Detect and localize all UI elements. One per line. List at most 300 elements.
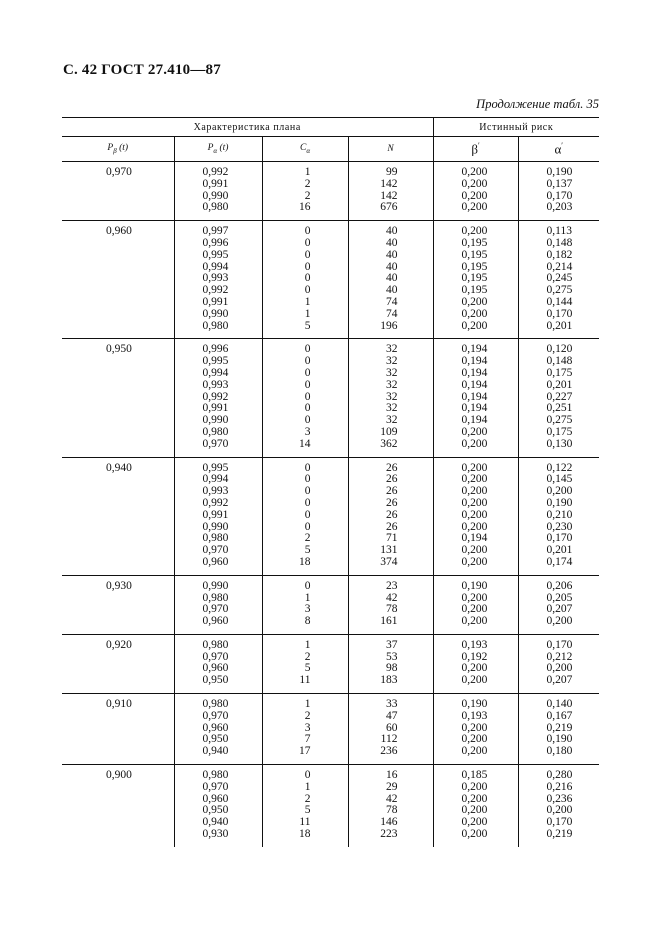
cell-value: 0,194: [461, 355, 488, 368]
cell-value: 0,950: [202, 674, 229, 687]
cell-value: 32: [386, 390, 398, 403]
cell-value: 71: [386, 532, 398, 545]
column-header-beta: β′: [433, 137, 518, 162]
cell-value: 0,193: [461, 638, 488, 651]
cell-value: 0,275: [546, 284, 573, 297]
cell-value: 32: [386, 366, 398, 379]
risk-table: [62, 117, 599, 847]
table-row: [62, 575, 599, 634]
cell-value: 109: [380, 425, 398, 438]
cell-value: 0,980: [202, 698, 229, 711]
cell-value: 74: [386, 295, 398, 308]
n-cell: [348, 339, 433, 457]
cell-value: 0,995: [202, 461, 229, 474]
cell-value: 8: [304, 615, 311, 628]
ca-cell: [262, 457, 348, 575]
cell-value: 3: [304, 425, 311, 438]
cell-value: 0,170: [546, 189, 573, 202]
group-header-plan: Характеристика плана: [62, 118, 433, 137]
cell-value: 0,970: [202, 780, 229, 793]
cell-value: 0,194: [461, 366, 488, 379]
cell-value: 99: [386, 166, 398, 178]
cell-value: 0,991: [202, 508, 229, 521]
n-cell: [348, 162, 433, 221]
cell-value: 0,940: [202, 816, 229, 829]
cell-value: 0: [304, 378, 311, 391]
cell-value: 0,206: [546, 579, 573, 592]
n-cell: [348, 694, 433, 765]
ca-cell: [262, 694, 348, 765]
cell-value: 0,190: [546, 733, 573, 746]
cell-value: 0,170: [546, 638, 573, 651]
cell-value: 18: [299, 555, 311, 568]
cell-value: 0,970: [202, 709, 229, 722]
cell-value: 0,216: [546, 780, 573, 793]
cell-value: 676: [380, 201, 398, 214]
cell-value: 0,194: [461, 378, 488, 391]
cell-value: 0,201: [546, 544, 573, 557]
beta-cell: [433, 765, 518, 847]
cell-value: 2: [304, 177, 311, 190]
cell-value: 0,145: [546, 473, 573, 486]
cell-value: 23: [386, 579, 398, 592]
cell-value: 0,144: [546, 295, 573, 308]
cell-value: 0,991: [202, 177, 229, 190]
cell-value: 0,950: [106, 343, 132, 356]
pa-cell: [174, 575, 262, 634]
cell-value: 60: [386, 721, 398, 734]
cell-value: 0,192: [461, 650, 488, 663]
table-row-group: [62, 634, 599, 693]
cell-value: 0,200: [461, 437, 488, 450]
cell-value: 0,195: [461, 260, 488, 273]
cell-value: 1: [304, 307, 311, 320]
cell-value: 0,190: [546, 166, 573, 178]
table-row-group: [62, 162, 599, 221]
pb-cell: [62, 765, 174, 847]
ca-cell: [262, 339, 348, 457]
cell-value: 42: [386, 792, 398, 805]
cell-value: 0,990: [202, 307, 229, 320]
beta-cell: [433, 162, 518, 221]
cell-value: 0,200: [461, 485, 488, 498]
cell-value: 74: [386, 307, 398, 320]
table-row-group: [62, 575, 599, 634]
table-row-group: [62, 765, 599, 847]
cell-value: 0,122: [546, 461, 573, 474]
table-row-group: [62, 221, 599, 339]
cell-value: 0,195: [461, 284, 488, 297]
n-cell: [348, 765, 433, 847]
ca-cell: [262, 575, 348, 634]
cell-value: 2: [304, 792, 311, 805]
cell-value: 0,182: [546, 248, 573, 261]
cell-value: 0: [304, 284, 311, 297]
cell-value: 0,207: [546, 603, 573, 616]
cell-value: 0,200: [461, 555, 488, 568]
cell-value: 0,200: [461, 745, 488, 758]
cell-value: 26: [386, 508, 398, 521]
cell-value: 0,200: [461, 225, 488, 238]
cell-value: 0,950: [202, 804, 229, 817]
pa-cell: [174, 457, 262, 575]
cell-value: 0,990: [202, 414, 229, 427]
cell-value: 0,251: [546, 402, 573, 415]
cell-value: 26: [386, 473, 398, 486]
cell-value: 161: [380, 615, 398, 628]
cell-value: 0,175: [546, 366, 573, 379]
cell-value: 0,200: [461, 189, 488, 202]
cell-value: 40: [386, 284, 398, 297]
cell-value: 0: [304, 236, 311, 249]
cell-value: 0: [304, 272, 311, 285]
cell-value: 40: [386, 248, 398, 261]
cell-value: 0,195: [461, 248, 488, 261]
cell-value: 16: [299, 201, 311, 214]
cell-value: 2: [304, 189, 311, 202]
cell-value: 0,113: [546, 225, 572, 238]
column-header-n: N: [348, 137, 433, 162]
alpha-cell: [518, 339, 599, 457]
cell-value: 0,200: [461, 319, 488, 332]
cell-value: 0,995: [202, 248, 229, 261]
cell-value: 0,214: [546, 260, 573, 273]
cell-value: 183: [380, 674, 398, 687]
cell-value: 32: [386, 355, 398, 368]
cell-value: 0,991: [202, 295, 229, 308]
cell-value: 0,980: [202, 769, 229, 782]
cell-value: 0,200: [546, 615, 573, 628]
cell-value: 0,194: [461, 390, 488, 403]
beta-cell: [433, 694, 518, 765]
pa-cell: [174, 634, 262, 693]
table-continuation-label: Продолжение табл. 35: [476, 97, 599, 111]
cell-value: 98: [386, 662, 398, 675]
table-row: [62, 339, 599, 457]
cell-value: 47: [386, 709, 398, 722]
cell-value: 142: [380, 189, 398, 202]
table-row-group: [62, 339, 599, 457]
cell-value: 0,960: [202, 615, 229, 628]
cell-value: 0,194: [461, 414, 488, 427]
cell-value: 2: [304, 532, 311, 545]
cell-value: 14: [299, 437, 311, 450]
cell-value: 40: [386, 272, 398, 285]
cell-value: 0: [304, 402, 311, 415]
cell-value: 0,920: [106, 638, 132, 651]
cell-value: 3: [304, 721, 311, 734]
cell-value: 11: [299, 816, 311, 829]
ca-cell: [262, 634, 348, 693]
cell-value: 0,210: [546, 508, 573, 521]
cell-value: 0,120: [546, 343, 573, 356]
cell-value: 1: [304, 780, 311, 793]
cell-value: 112: [380, 733, 398, 746]
cell-value: 0: [304, 248, 311, 261]
cell-value: 0: [304, 414, 311, 427]
n-cell: [348, 634, 433, 693]
cell-value: 0: [304, 473, 311, 486]
cell-value: 0,930: [202, 828, 229, 841]
cell-value: 3: [304, 603, 311, 616]
cell-value: 32: [386, 402, 398, 415]
cell-value: 0,960: [202, 662, 229, 675]
pb-cell: [62, 162, 174, 221]
cell-value: 0: [304, 769, 311, 782]
group-header-true-risk: Истинный риск: [433, 118, 599, 137]
cell-value: 0,195: [461, 272, 488, 285]
cell-value: 0,194: [461, 402, 488, 415]
cell-value: 0,940: [202, 745, 229, 758]
alpha-cell: [518, 634, 599, 693]
cell-value: 0,227: [546, 390, 573, 403]
cell-value: 0,148: [546, 355, 573, 368]
cell-value: 0,994: [202, 260, 229, 273]
pb-cell: [62, 575, 174, 634]
cell-value: 0,203: [546, 201, 573, 214]
cell-value: 0: [304, 485, 311, 498]
cell-value: 0: [304, 225, 311, 238]
cell-value: 11: [299, 674, 311, 687]
alpha-cell: [518, 221, 599, 339]
pa-cell: [174, 162, 262, 221]
cell-value: 0,200: [461, 496, 488, 509]
cell-value: 0,200: [461, 201, 488, 214]
cell-value: 0,980: [202, 532, 229, 545]
cell-value: 0,201: [546, 319, 573, 332]
cell-value: 1: [304, 638, 311, 651]
cell-value: 0,970: [202, 603, 229, 616]
cell-value: 40: [386, 225, 398, 238]
cell-value: 0: [304, 355, 311, 368]
pa-cell: [174, 339, 262, 457]
table-row: [62, 457, 599, 575]
cell-value: 0,137: [546, 177, 573, 190]
cell-value: 0: [304, 343, 311, 356]
cell-value: 0,950: [202, 733, 229, 746]
cell-value: 18: [299, 828, 311, 841]
cell-value: 0,996: [202, 343, 229, 356]
cell-value: 0,236: [546, 792, 573, 805]
cell-value: 0,960: [202, 721, 229, 734]
cell-value: 0,994: [202, 366, 229, 379]
cell-value: 1: [304, 295, 311, 308]
cell-value: 0: [304, 461, 311, 474]
n-cell: [348, 575, 433, 634]
cell-value: 0,200: [461, 828, 488, 841]
cell-value: 0,992: [202, 284, 229, 297]
cell-value: 0,970: [106, 166, 132, 178]
cell-value: 0,201: [546, 378, 573, 391]
column-header-ca: $C_\alpha$: [262, 137, 348, 162]
beta-cell: [433, 339, 518, 457]
cell-value: 0,219: [546, 721, 573, 734]
cell-value: 0,980: [202, 319, 229, 332]
cell-value: 0,212: [546, 650, 573, 663]
cell-value: 29: [386, 780, 398, 793]
cell-value: 17: [299, 745, 311, 758]
cell-value: 131: [380, 544, 398, 557]
beta-cell: [433, 221, 518, 339]
beta-cell: [433, 575, 518, 634]
pb-cell: [62, 339, 174, 457]
cell-value: 0,167: [546, 709, 573, 722]
cell-value: 0,993: [202, 485, 229, 498]
cell-value: 0,990: [202, 579, 229, 592]
ca-cell: [262, 221, 348, 339]
cell-value: 0,200: [461, 780, 488, 793]
cell-value: 0,980: [202, 201, 229, 214]
pb-cell: [62, 221, 174, 339]
cell-value: 0,991: [202, 402, 229, 415]
cell-value: 0,960: [106, 225, 132, 238]
table-row-group: [62, 457, 599, 575]
cell-value: 146: [380, 816, 398, 829]
cell-value: 236: [380, 745, 398, 758]
cell-value: 0,170: [546, 532, 573, 545]
cell-value: 0,193: [461, 709, 488, 722]
cell-value: 0,170: [546, 816, 573, 829]
cell-value: 78: [386, 804, 398, 817]
column-header-pa: $P_\alpha$ (t): [174, 137, 262, 162]
cell-value: 0,900: [106, 769, 132, 782]
n-cell: [348, 221, 433, 339]
cell-value: 0,275: [546, 414, 573, 427]
cell-value: 0,230: [546, 520, 573, 533]
cell-value: 0,194: [461, 343, 488, 356]
table-row: [62, 634, 599, 693]
pa-cell: [174, 765, 262, 847]
cell-value: 0,200: [461, 662, 488, 675]
cell-value: 32: [386, 378, 398, 391]
cell-value: 0,200: [461, 508, 488, 521]
cell-value: 5: [304, 319, 311, 332]
alpha-cell: [518, 575, 599, 634]
cell-value: 142: [380, 177, 398, 190]
cell-value: 32: [386, 343, 398, 356]
alpha-cell: [518, 457, 599, 575]
cell-value: 374: [380, 555, 398, 568]
cell-value: 0,992: [202, 166, 229, 178]
cell-value: 0,219: [546, 828, 573, 841]
cell-value: 0: [304, 366, 311, 379]
cell-value: 0,200: [461, 473, 488, 486]
cell-value: 0,993: [202, 272, 229, 285]
cell-value: 0,200: [461, 166, 488, 178]
cell-value: 0,174: [546, 555, 573, 568]
cell-value: 0,200: [546, 662, 573, 675]
cell-value: 37: [386, 638, 398, 651]
cell-value: 196: [380, 319, 398, 332]
pa-cell: [174, 221, 262, 339]
cell-value: 0,970: [202, 437, 229, 450]
cell-value: 26: [386, 461, 398, 474]
cell-value: 0,200: [461, 295, 488, 308]
cell-value: 5: [304, 544, 311, 557]
cell-value: 0,194: [461, 532, 488, 545]
cell-value: 0,980: [202, 638, 229, 651]
cell-value: 0,910: [106, 698, 132, 711]
cell-value: 0,970: [202, 544, 229, 557]
cell-value: 0,175: [546, 425, 573, 438]
cell-value: 0,992: [202, 496, 229, 509]
cell-value: 0,195: [461, 236, 488, 249]
page-header: С. 42 ГОСТ 27.410—87: [63, 62, 221, 78]
cell-value: 0,200: [461, 816, 488, 829]
ca-cell: [262, 765, 348, 847]
cell-value: 0,200: [461, 721, 488, 734]
cell-value: 0,185: [461, 769, 488, 782]
table-row: [62, 765, 599, 847]
cell-value: 223: [380, 828, 398, 841]
cell-value: 0: [304, 390, 311, 403]
cell-value: 42: [386, 591, 398, 604]
column-header-pb: $P_\beta$ (t): [62, 137, 174, 162]
cell-value: 0,148: [546, 236, 573, 249]
cell-value: 0,200: [461, 461, 488, 474]
cell-value: 0,200: [461, 733, 488, 746]
table-row-group: [62, 694, 599, 765]
cell-value: 0,190: [461, 579, 488, 592]
cell-value: 0,200: [461, 603, 488, 616]
cell-value: 0,130: [546, 437, 573, 450]
cell-value: 0: [304, 260, 311, 273]
cell-value: 362: [380, 437, 398, 450]
table-row: [62, 162, 599, 221]
cell-value: 40: [386, 236, 398, 249]
alpha-cell: [518, 694, 599, 765]
cell-value: 0,960: [202, 792, 229, 805]
cell-value: 0,200: [461, 307, 488, 320]
cell-value: 26: [386, 520, 398, 533]
pb-cell: [62, 694, 174, 765]
cell-value: 1: [304, 166, 311, 178]
cell-value: 5: [304, 662, 311, 675]
cell-value: 0,960: [202, 555, 229, 568]
cell-value: 0,140: [546, 698, 573, 711]
cell-value: 0,990: [202, 520, 229, 533]
cell-value: 0,995: [202, 355, 229, 368]
cell-value: 26: [386, 485, 398, 498]
n-cell: [348, 457, 433, 575]
pb-cell: [62, 634, 174, 693]
cell-value: 53: [386, 650, 398, 663]
cell-value: 0,997: [202, 225, 229, 238]
cell-value: 0: [304, 496, 311, 509]
cell-value: 0,207: [546, 674, 573, 687]
cell-value: 0,970: [202, 650, 229, 663]
cell-value: 0,190: [461, 698, 488, 711]
column-header-alpha: α′: [518, 137, 599, 162]
cell-value: 33: [386, 698, 398, 711]
cell-value: 0,190: [546, 496, 573, 509]
table-row: [62, 221, 599, 339]
cell-value: 0,200: [461, 615, 488, 628]
cell-value: 0,280: [546, 769, 573, 782]
cell-value: 0,930: [106, 579, 132, 592]
cell-value: 0,980: [202, 591, 229, 604]
cell-value: 0,200: [546, 804, 573, 817]
ca-cell: [262, 162, 348, 221]
cell-value: 0: [304, 520, 311, 533]
cell-value: 1: [304, 591, 311, 604]
cell-value: 32: [386, 414, 398, 427]
cell-value: 0,200: [461, 674, 488, 687]
cell-value: 0,994: [202, 473, 229, 486]
cell-value: 0,996: [202, 236, 229, 249]
cell-value: 0,180: [546, 745, 573, 758]
cell-value: 0,200: [461, 520, 488, 533]
